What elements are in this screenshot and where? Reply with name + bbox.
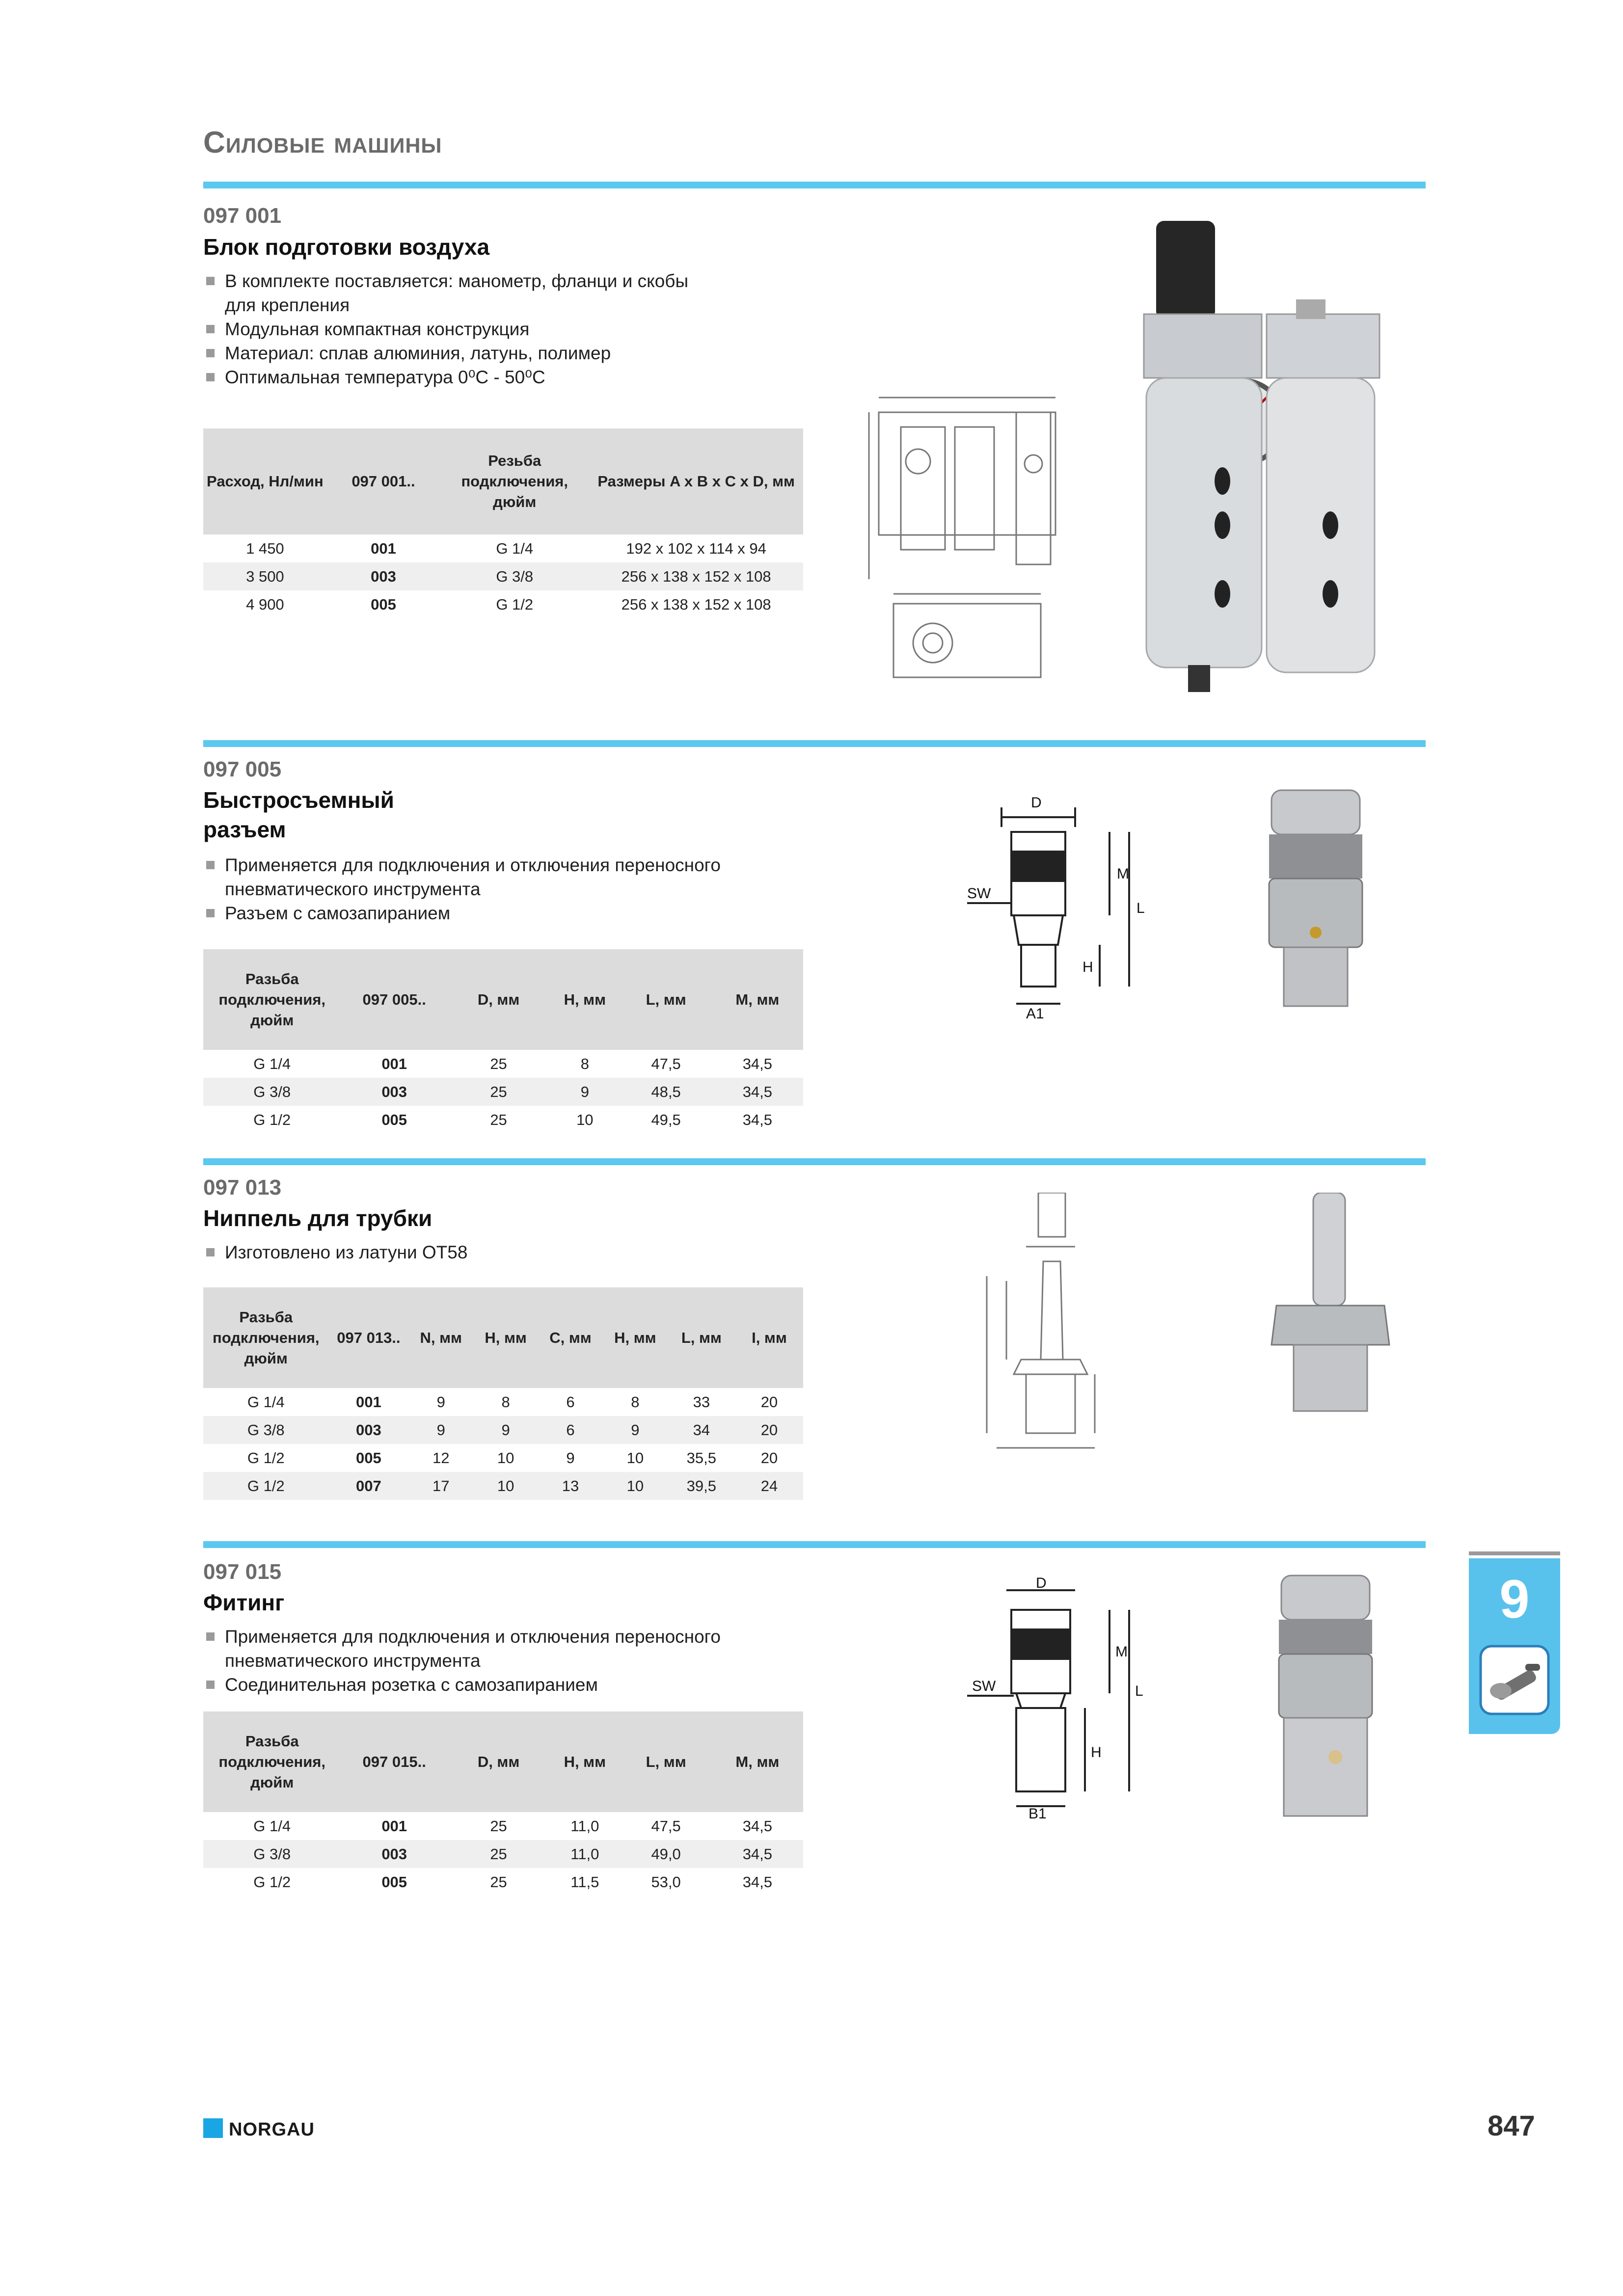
brand-name: NORGAU xyxy=(229,2119,315,2140)
product-name: Фитинг xyxy=(203,1590,285,1615)
dimension-label: H xyxy=(1082,959,1093,975)
dimension-label: L xyxy=(1136,900,1145,916)
table-cell: 1 450 xyxy=(246,539,284,557)
table-header: C, мм xyxy=(538,1287,603,1388)
section-divider xyxy=(203,1541,1426,1548)
quick-coupler-photo xyxy=(1257,780,1375,1016)
hose-nipple-drawing xyxy=(977,1193,1139,1458)
table-header: Размеры A x B x C x D, мм xyxy=(589,428,803,534)
section-divider xyxy=(203,1158,1426,1165)
table-header: H, мм xyxy=(473,1287,538,1388)
table-header: L, мм xyxy=(621,949,712,1050)
dimension-label: SW xyxy=(972,1678,996,1694)
table-header: N, мм xyxy=(408,1287,473,1388)
chapter-tab[interactable] xyxy=(1469,1558,1560,1734)
feature-item: Оптимальная температура 0⁰С - 50⁰С xyxy=(203,365,841,389)
dimension-label: A1 xyxy=(1026,1006,1044,1018)
table-row xyxy=(203,534,803,562)
product-code: 097 013 xyxy=(203,1175,282,1200)
table-row xyxy=(203,562,803,590)
table-cell: G 1/2 xyxy=(496,595,534,613)
table-header: M, мм xyxy=(712,949,803,1050)
fitting-drawing xyxy=(962,1575,1149,1821)
table-header: Резьба подключения, дюйм xyxy=(440,428,589,534)
dimension-label: L xyxy=(1135,1683,1143,1699)
logo-square-icon xyxy=(203,2118,223,2138)
fitting-photo xyxy=(1267,1571,1384,1821)
table-row: G 3/8 003 25 11,0 49,0 34,5 xyxy=(203,1840,803,1868)
table-header: Разьба подключения, дюйм xyxy=(203,1711,341,1812)
table-cell: G 1/4 xyxy=(496,539,534,557)
table-header: D, мм xyxy=(448,949,549,1050)
table-header: 097 015.. xyxy=(341,1711,448,1812)
product-name: Блок подготовки воздуха xyxy=(203,234,490,260)
table-cell: 005 xyxy=(371,595,396,613)
product-name-line2: разъем xyxy=(203,817,286,842)
table-row: G 1/4 001 9 8 6 8 33 20 xyxy=(247,1393,778,1411)
feature-item-continued xyxy=(203,293,841,317)
table-row: G 1/2 005 25 10 49,5 34,5 xyxy=(253,1111,773,1128)
feature-item-continued xyxy=(203,1649,841,1673)
dimension-label: D xyxy=(1031,795,1042,811)
product-code: 097 001 xyxy=(203,204,282,228)
feature-text: пневматического инструмента xyxy=(225,1651,481,1671)
grinder-icon xyxy=(1479,1644,1550,1716)
feature-item: Изготовлено из латуни OT58 xyxy=(203,1240,841,1264)
dimension-label: D xyxy=(1036,1575,1047,1591)
dimension-label: H xyxy=(1091,1744,1102,1761)
feature-item: Разъем с самозапиранием xyxy=(203,901,841,925)
table-row: G 1/4 001 25 8 47,5 34,5 xyxy=(253,1055,773,1072)
table-cell: 256 x 138 x 152 x 108 xyxy=(621,595,771,613)
section-divider xyxy=(203,740,1426,747)
section-divider xyxy=(203,182,1426,188)
product-code: 097 005 xyxy=(203,757,282,781)
feature-list xyxy=(203,1240,841,1264)
hose-nipple-photo xyxy=(1267,1193,1394,1418)
feature-text: пневматического инструмента xyxy=(225,879,481,899)
table-header: 097 001.. xyxy=(327,428,440,534)
table-cell: 3 500 xyxy=(203,562,327,590)
table-cell: 192 x 102 x 114 x 94 xyxy=(626,539,766,557)
feature-item: Модульная компактная конструкция xyxy=(203,317,841,341)
feature-item: Материал: сплав алюминия, латунь, полимер xyxy=(203,341,841,365)
table-header: L, мм xyxy=(621,1711,712,1812)
table-row xyxy=(203,590,803,618)
table-header: Разьба подключения, дюйм xyxy=(203,1287,329,1388)
product-code: 097 015 xyxy=(203,1560,282,1584)
table-cell: 4 900 xyxy=(246,595,284,613)
feature-list xyxy=(203,269,841,389)
table-header: Расход, Нл/мин xyxy=(203,428,327,534)
table-row: G 3/8 003 9 9 6 9 34 20 xyxy=(203,1416,803,1444)
table-row: G 1/2 005 12 10 9 10 35,5 20 xyxy=(247,1449,778,1467)
table-header: H, мм xyxy=(549,1711,620,1812)
spec-table xyxy=(203,949,803,1134)
dimension-label: M xyxy=(1117,866,1129,882)
feature-item: Применяется для подключения и отключения переносного xyxy=(203,1625,841,1649)
table-header: H, мм xyxy=(603,1287,668,1388)
spec-table xyxy=(203,1711,803,1896)
table-cell: G 3/8 xyxy=(440,562,589,590)
chapter-tab-topline xyxy=(1469,1551,1560,1555)
table-header: Разьба подключения, дюйм xyxy=(203,949,341,1050)
dimension-label: B1 xyxy=(1028,1806,1047,1821)
table-row: G 1/2 005 25 11,5 53,0 34,5 xyxy=(253,1873,773,1891)
filter-regulator-drawing xyxy=(854,383,1080,707)
feature-item: Соединительная розетка с самозапиранием xyxy=(203,1673,841,1697)
product-name: Ниппель для трубки xyxy=(203,1205,433,1231)
feature-item: В комплекте поставляется: манометр, фланци и скобы xyxy=(203,269,841,293)
product-name: Быстросъемный xyxy=(203,787,394,813)
table-header: H, мм xyxy=(549,949,620,1050)
table-header: 097 005.. xyxy=(341,949,448,1050)
table-header: I, мм xyxy=(735,1287,803,1388)
page-number: 847 xyxy=(1488,2110,1535,2142)
feature-list xyxy=(203,853,841,925)
feature-text: для крепления xyxy=(225,295,350,315)
table-row: G 1/4 001 25 11,0 47,5 34,5 xyxy=(253,1817,773,1835)
table-header: L, мм xyxy=(668,1287,735,1388)
quick-coupler-drawing xyxy=(962,788,1149,1018)
spec-table xyxy=(203,1287,803,1500)
spec-table xyxy=(203,428,803,618)
dimension-label: M xyxy=(1115,1644,1128,1660)
feature-item-continued xyxy=(203,877,841,901)
filter-regulator-photo xyxy=(1124,221,1399,707)
table-cell: 003 xyxy=(327,562,440,590)
table-header: M, мм xyxy=(712,1711,803,1812)
dimension-label: SW xyxy=(967,885,991,902)
page-title: Силовые машины xyxy=(203,126,442,160)
chapter-number: 9 xyxy=(1499,1569,1530,1629)
table-cell: 256 x 138 x 152 x 108 xyxy=(589,562,803,590)
table-row: G 1/2 007 17 10 13 10 39,5 24 xyxy=(203,1472,803,1500)
feature-item: Применяется для подключения и отключения переносного xyxy=(203,853,841,877)
table-header: D, мм xyxy=(448,1711,549,1812)
table-row: G 3/8 003 25 9 48,5 34,5 xyxy=(203,1078,803,1106)
feature-list xyxy=(203,1625,841,1697)
table-cell: 001 xyxy=(371,539,396,557)
table-header: 097 013.. xyxy=(329,1287,409,1388)
